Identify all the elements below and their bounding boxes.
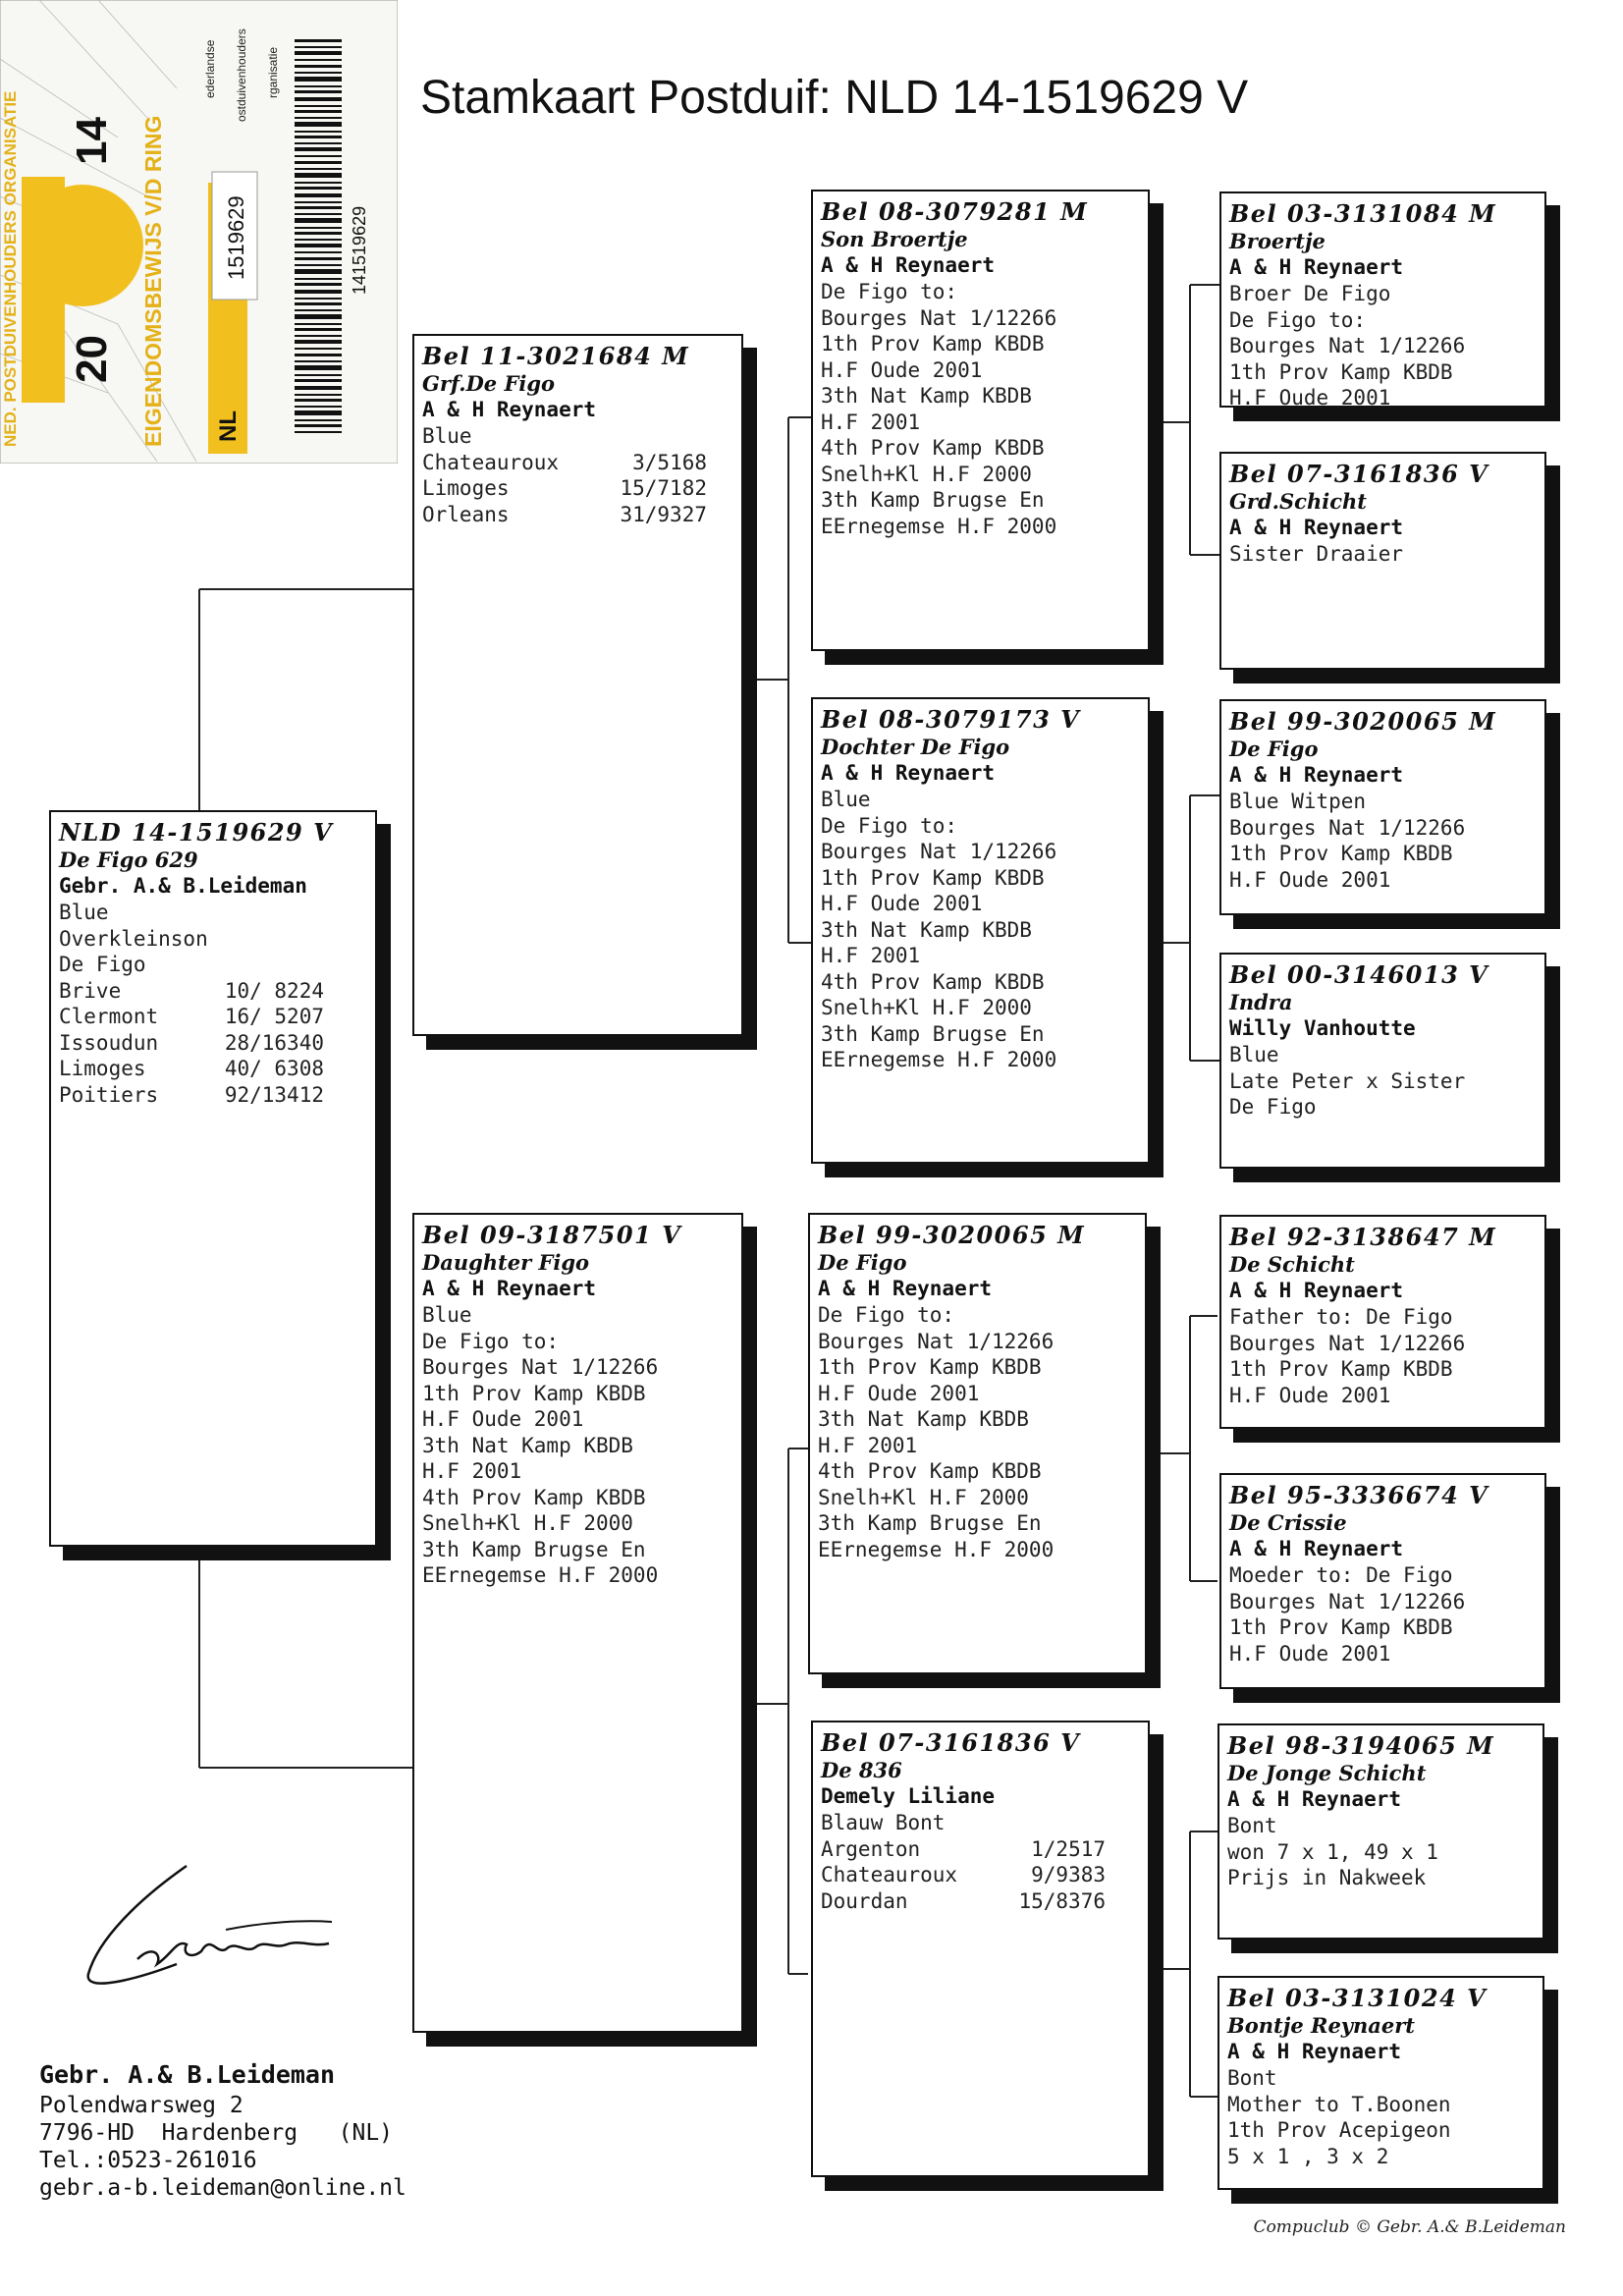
ring-number: Bel 99-3020065 M — [818, 1221, 1086, 1249]
info-line: 1th Prov Kamp KBDB — [1229, 1357, 1453, 1381]
info-line: Mother to T.Boonen — [1227, 2092, 1451, 2116]
info-line: 4th Prov Kamp KBDB — [818, 1459, 1042, 1483]
info-line: De Figo — [1229, 1095, 1317, 1119]
info-line: H.F 2001 — [821, 410, 921, 434]
pigeon-name: De 836 — [821, 1758, 902, 1782]
info-line: Blue — [422, 424, 472, 448]
info-line: 3th Nat Kamp KBDB — [821, 917, 1032, 942]
info-line: won 7 x 1, 49 x 1 — [1227, 1839, 1438, 1864]
breeder-name: Demely Liliane — [821, 1784, 996, 1808]
pigeon-card-fff — [1219, 191, 1546, 408]
ring-number: NLD 14-1519629 V — [59, 818, 334, 847]
info-line: 3th Kamp Brugse En — [821, 488, 1045, 512]
pigeon-card-mm — [811, 1721, 1150, 2177]
cert-ring-number: 1519629 — [224, 195, 248, 280]
info-line: H.F Oude 2001 — [821, 357, 983, 382]
pigeon-name: Grd.Schicht — [1229, 489, 1367, 514]
pigeon-name: De Figo — [1229, 737, 1319, 761]
pigeon-card-mf — [808, 1213, 1147, 1674]
info-line: Prijs in Nakweek — [1227, 1866, 1427, 1889]
pigeon-name: De Figo 629 — [59, 847, 198, 872]
pigeon-card-mmf — [1217, 1723, 1544, 1940]
pigeon-name: Daughter Figo — [422, 1250, 590, 1275]
pigeon-card-subject — [49, 810, 377, 1547]
info-line: Blue — [821, 788, 871, 811]
info-line: 3th Kamp Brugse En — [821, 1021, 1045, 1046]
pigeon-card-father — [412, 334, 743, 1036]
info-line: 1th Prov Kamp KBDB — [1229, 359, 1453, 384]
ownership-certificate — [0, 0, 398, 464]
info-line: H.F Oude 2001 — [422, 1407, 584, 1431]
pigeon-card-mmm — [1217, 1976, 1544, 2190]
breeder-name: A & H Reynaert — [1229, 1537, 1404, 1560]
pigeon-card-fmm — [1219, 953, 1546, 1169]
ring-number: Bel 09-3187501 V — [422, 1221, 682, 1249]
info-line: EErnegemse H.F 2000 — [422, 1563, 659, 1587]
info-line: H.F Oude 2001 — [821, 892, 983, 915]
info-line: Bourges Nat 1/12266 — [821, 840, 1057, 863]
ring-number: Bel 95-3336674 V — [1229, 1481, 1489, 1509]
page-title: Stamkaart Postduif: NLD 14-1519629 V — [420, 72, 1249, 124]
result-row: Chateauroux 9/9383 — [821, 1863, 1106, 1886]
cert-barcode-number: 141519629 — [350, 205, 369, 295]
info-line: Bourges Nat 1/12266 — [1229, 815, 1466, 840]
info-line: Bont — [1227, 2066, 1277, 2090]
owner-city: 7796-HD Hardenberg (NL) — [39, 2120, 394, 2146]
breeder-name: Gebr. A.& B.Leideman — [59, 874, 307, 898]
breeder-name: A & H Reynaert — [1229, 763, 1404, 787]
result-row: Clermont 16/ 5207 — [59, 1005, 324, 1028]
ring-number: Bel 08-3079173 V — [821, 705, 1081, 734]
pigeon-card-ffm — [1219, 452, 1546, 670]
result-row: Issoudun 28/16340 — [59, 1030, 324, 1055]
pigeon-name: Broertje — [1229, 229, 1325, 253]
breeder-name: A & H Reynaert — [1227, 2040, 1402, 2063]
info-line: De Figo to: — [821, 280, 958, 303]
ring-number: Bel 11-3021684 M — [422, 342, 690, 370]
cert-title-text: EIGENDOMSBEWIJS V/D RING — [140, 115, 166, 447]
info-line: 3th Nat Kamp KBDB — [818, 1407, 1029, 1431]
cert-year-left: 20 — [68, 335, 116, 383]
cert-year-right: 14 — [68, 117, 116, 165]
pigeon-name: Grf.De Figo — [422, 371, 556, 396]
result-row: Dourdan 15/8376 — [821, 1888, 1106, 1913]
breeder-name: A & H Reynaert — [422, 1277, 597, 1300]
info-line: 5 x 1 , 3 x 2 — [1227, 2144, 1389, 2168]
owner-address — [39, 2058, 406, 2202]
info-line: De Figo — [59, 953, 146, 976]
pigeon-name: Dochter De Figo — [821, 735, 1010, 759]
result-row: Chateauroux 3/5168 — [422, 450, 707, 474]
info-line: Bont — [1227, 1814, 1277, 1837]
pigeon-name: De Crissie — [1229, 1510, 1347, 1535]
breeder-name: A & H Reynaert — [821, 253, 996, 277]
info-line: H.F Oude 2001 — [1229, 1383, 1391, 1407]
info-line: De Figo to: — [422, 1329, 560, 1353]
ring-number: Bel 98-3194065 M — [1227, 1731, 1495, 1760]
pigeon-card-mfm — [1219, 1473, 1546, 1689]
breeder-name: A & H Reynaert — [1229, 516, 1404, 539]
info-line: 1th Prov Kamp KBDB — [821, 865, 1045, 890]
cert-country-text: NL — [215, 410, 242, 442]
owner-name: Gebr. A.& B.Leideman — [39, 2060, 336, 2089]
info-line: H.F Oude 2001 — [818, 1381, 980, 1405]
info-line: Blue — [422, 1303, 472, 1327]
info-line: 3th Kamp Brugse En — [818, 1511, 1042, 1535]
pigeon-card-ff — [811, 190, 1150, 651]
info-line: 1th Prov Kamp KBDB — [818, 1355, 1042, 1379]
breeder-name: A & H Reynaert — [1229, 255, 1404, 279]
info-line: Snelh+Kl H.F 2000 — [821, 462, 1032, 486]
info-line: Blauw Bont — [821, 1811, 946, 1834]
breeder-name: A & H Reynaert — [1229, 1279, 1404, 1302]
owner-phone: Tel.:0523-261016 — [39, 2148, 257, 2173]
info-line: 1th Prov Acepigeon — [1227, 2118, 1451, 2142]
result-row: Brive 10/ 8224 — [59, 978, 324, 1003]
info-line: EErnegemse H.F 2000 — [821, 514, 1057, 538]
info-line: H.F Oude 2001 — [1229, 867, 1391, 892]
info-line: 4th Prov Kamp KBDB — [821, 969, 1045, 994]
info-line: H.F 2001 — [422, 1459, 522, 1483]
info-line: EErnegemse H.F 2000 — [821, 1048, 1057, 1071]
info-line: 1th Prov Kamp KBDB — [422, 1381, 646, 1405]
info-line: De Figo to: — [821, 813, 958, 838]
info-line: Late Peter x Sister — [1229, 1068, 1466, 1093]
breeder-name: A & H Reynaert — [818, 1277, 993, 1300]
result-row: Limoges 15/7182 — [422, 476, 707, 500]
ring-number: Bel 92-3138647 M — [1229, 1223, 1497, 1251]
info-line: 3th Nat Kamp KBDB — [422, 1433, 633, 1457]
pigeon-name: De Schicht — [1229, 1252, 1355, 1277]
info-line: Snelh+Kl H.F 2000 — [818, 1485, 1029, 1509]
svg-text:rganisatie: rganisatie — [266, 46, 280, 98]
info-line: Snelh+Kl H.F 2000 — [422, 1511, 633, 1535]
info-line: H.F 2001 — [818, 1433, 918, 1457]
info-line: Bourges Nat 1/12266 — [422, 1355, 659, 1379]
breeder-name: A & H Reynaert — [821, 761, 996, 785]
pigeon-card-mother — [412, 1213, 743, 2033]
info-line: Bourges Nat 1/12266 — [821, 305, 1057, 330]
info-line: Blue — [1229, 1043, 1279, 1066]
info-line: 3th Nat Kamp KBDB — [821, 384, 1032, 408]
info-line: Blue — [59, 901, 109, 924]
info-line: Broer De Figo — [1229, 282, 1391, 305]
ring-number: Bel 07-3161836 V — [821, 1728, 1081, 1757]
result-row: Argenton 1/2517 — [821, 1836, 1106, 1861]
ring-number: Bel 03-3131024 V — [1227, 1984, 1488, 2012]
info-line: Bourges Nat 1/12266 — [818, 1329, 1055, 1353]
owner-email: gebr.a-b.leideman@online.nl — [39, 2175, 406, 2201]
pigeon-name: De Figo — [818, 1250, 907, 1275]
info-line: Father to: De Figo — [1229, 1305, 1453, 1329]
info-line: 4th Prov Kamp KBDB — [821, 436, 1045, 460]
info-line: 1th Prov Kamp KBDB — [1229, 1615, 1453, 1639]
info-line: 4th Prov Kamp KBDB — [422, 1485, 646, 1509]
svg-text:ederlandse: ederlandse — [203, 39, 217, 98]
info-line: Bourges Nat 1/12266 — [1229, 1331, 1466, 1355]
info-line: 1th Prov Kamp KBDB — [1229, 842, 1453, 865]
info-line: Bourges Nat 1/12266 — [1229, 1589, 1466, 1613]
info-line: Snelh+Kl H.F 2000 — [821, 996, 1032, 1019]
info-line: H.F Oude 2001 — [1229, 1641, 1391, 1666]
ring-number: Bel 00-3146013 V — [1229, 960, 1489, 989]
pigeon-name: Bontje Reynaert — [1227, 2013, 1416, 2038]
result-row: Poitiers 92/13412 — [59, 1082, 324, 1107]
info-line: De Figo to: — [1229, 307, 1367, 332]
owner-signature — [79, 1861, 334, 1998]
result-row: Orleans 31/9327 — [422, 502, 707, 526]
ring-number: Bel 07-3161836 V — [1229, 460, 1489, 488]
info-line: Bourges Nat 1/12266 — [1229, 334, 1466, 357]
info-line: Blue Witpen — [1229, 790, 1367, 813]
ring-number: Bel 03-3131084 M — [1229, 199, 1497, 228]
pigeon-card-fmf — [1219, 699, 1546, 915]
result-row: Limoges 40/ 6308 — [59, 1057, 324, 1080]
info-line: H.F 2001 — [821, 944, 921, 967]
owner-street: Polendwarsweg 2 — [39, 2093, 243, 2118]
breeder-name: A & H Reynaert — [1227, 1787, 1402, 1811]
pigeon-name: Son Broertje — [821, 227, 968, 251]
pigeon-card-mff — [1219, 1215, 1546, 1429]
breeder-name: Willy Vanhoutte — [1229, 1016, 1416, 1040]
ring-number: Bel 99-3020065 M — [1229, 707, 1497, 736]
pigeon-name: De Jonge Schicht — [1227, 1761, 1427, 1785]
info-line: De Figo to: — [818, 1303, 955, 1327]
info-line: Moeder to: De Figo — [1229, 1563, 1453, 1587]
breeder-name: A & H Reynaert — [422, 398, 597, 421]
info-line: 1th Prov Kamp KBDB — [821, 332, 1045, 355]
footer-credit: Compuclub © Gebr. A.& B.Leideman — [1253, 2217, 1566, 2237]
svg-text:ostduivenhouders: ostduivenhouders — [235, 28, 248, 122]
cert-org-text: NED. POSTDUIVENHOUDERS ORGANISATIE — [1, 90, 20, 447]
info-line: 3th Kamp Brugse En — [422, 1537, 646, 1561]
ring-number: Bel 08-3079281 M — [821, 197, 1089, 226]
info-line: Sister Draaier — [1229, 542, 1404, 566]
info-line: H.F Oude 2001 — [1229, 386, 1391, 408]
pigeon-name: Indra — [1229, 990, 1293, 1014]
info-line: Overkleinson — [59, 926, 208, 951]
pigeon-card-fm — [811, 697, 1150, 1164]
info-line: EErnegemse H.F 2000 — [818, 1537, 1055, 1561]
